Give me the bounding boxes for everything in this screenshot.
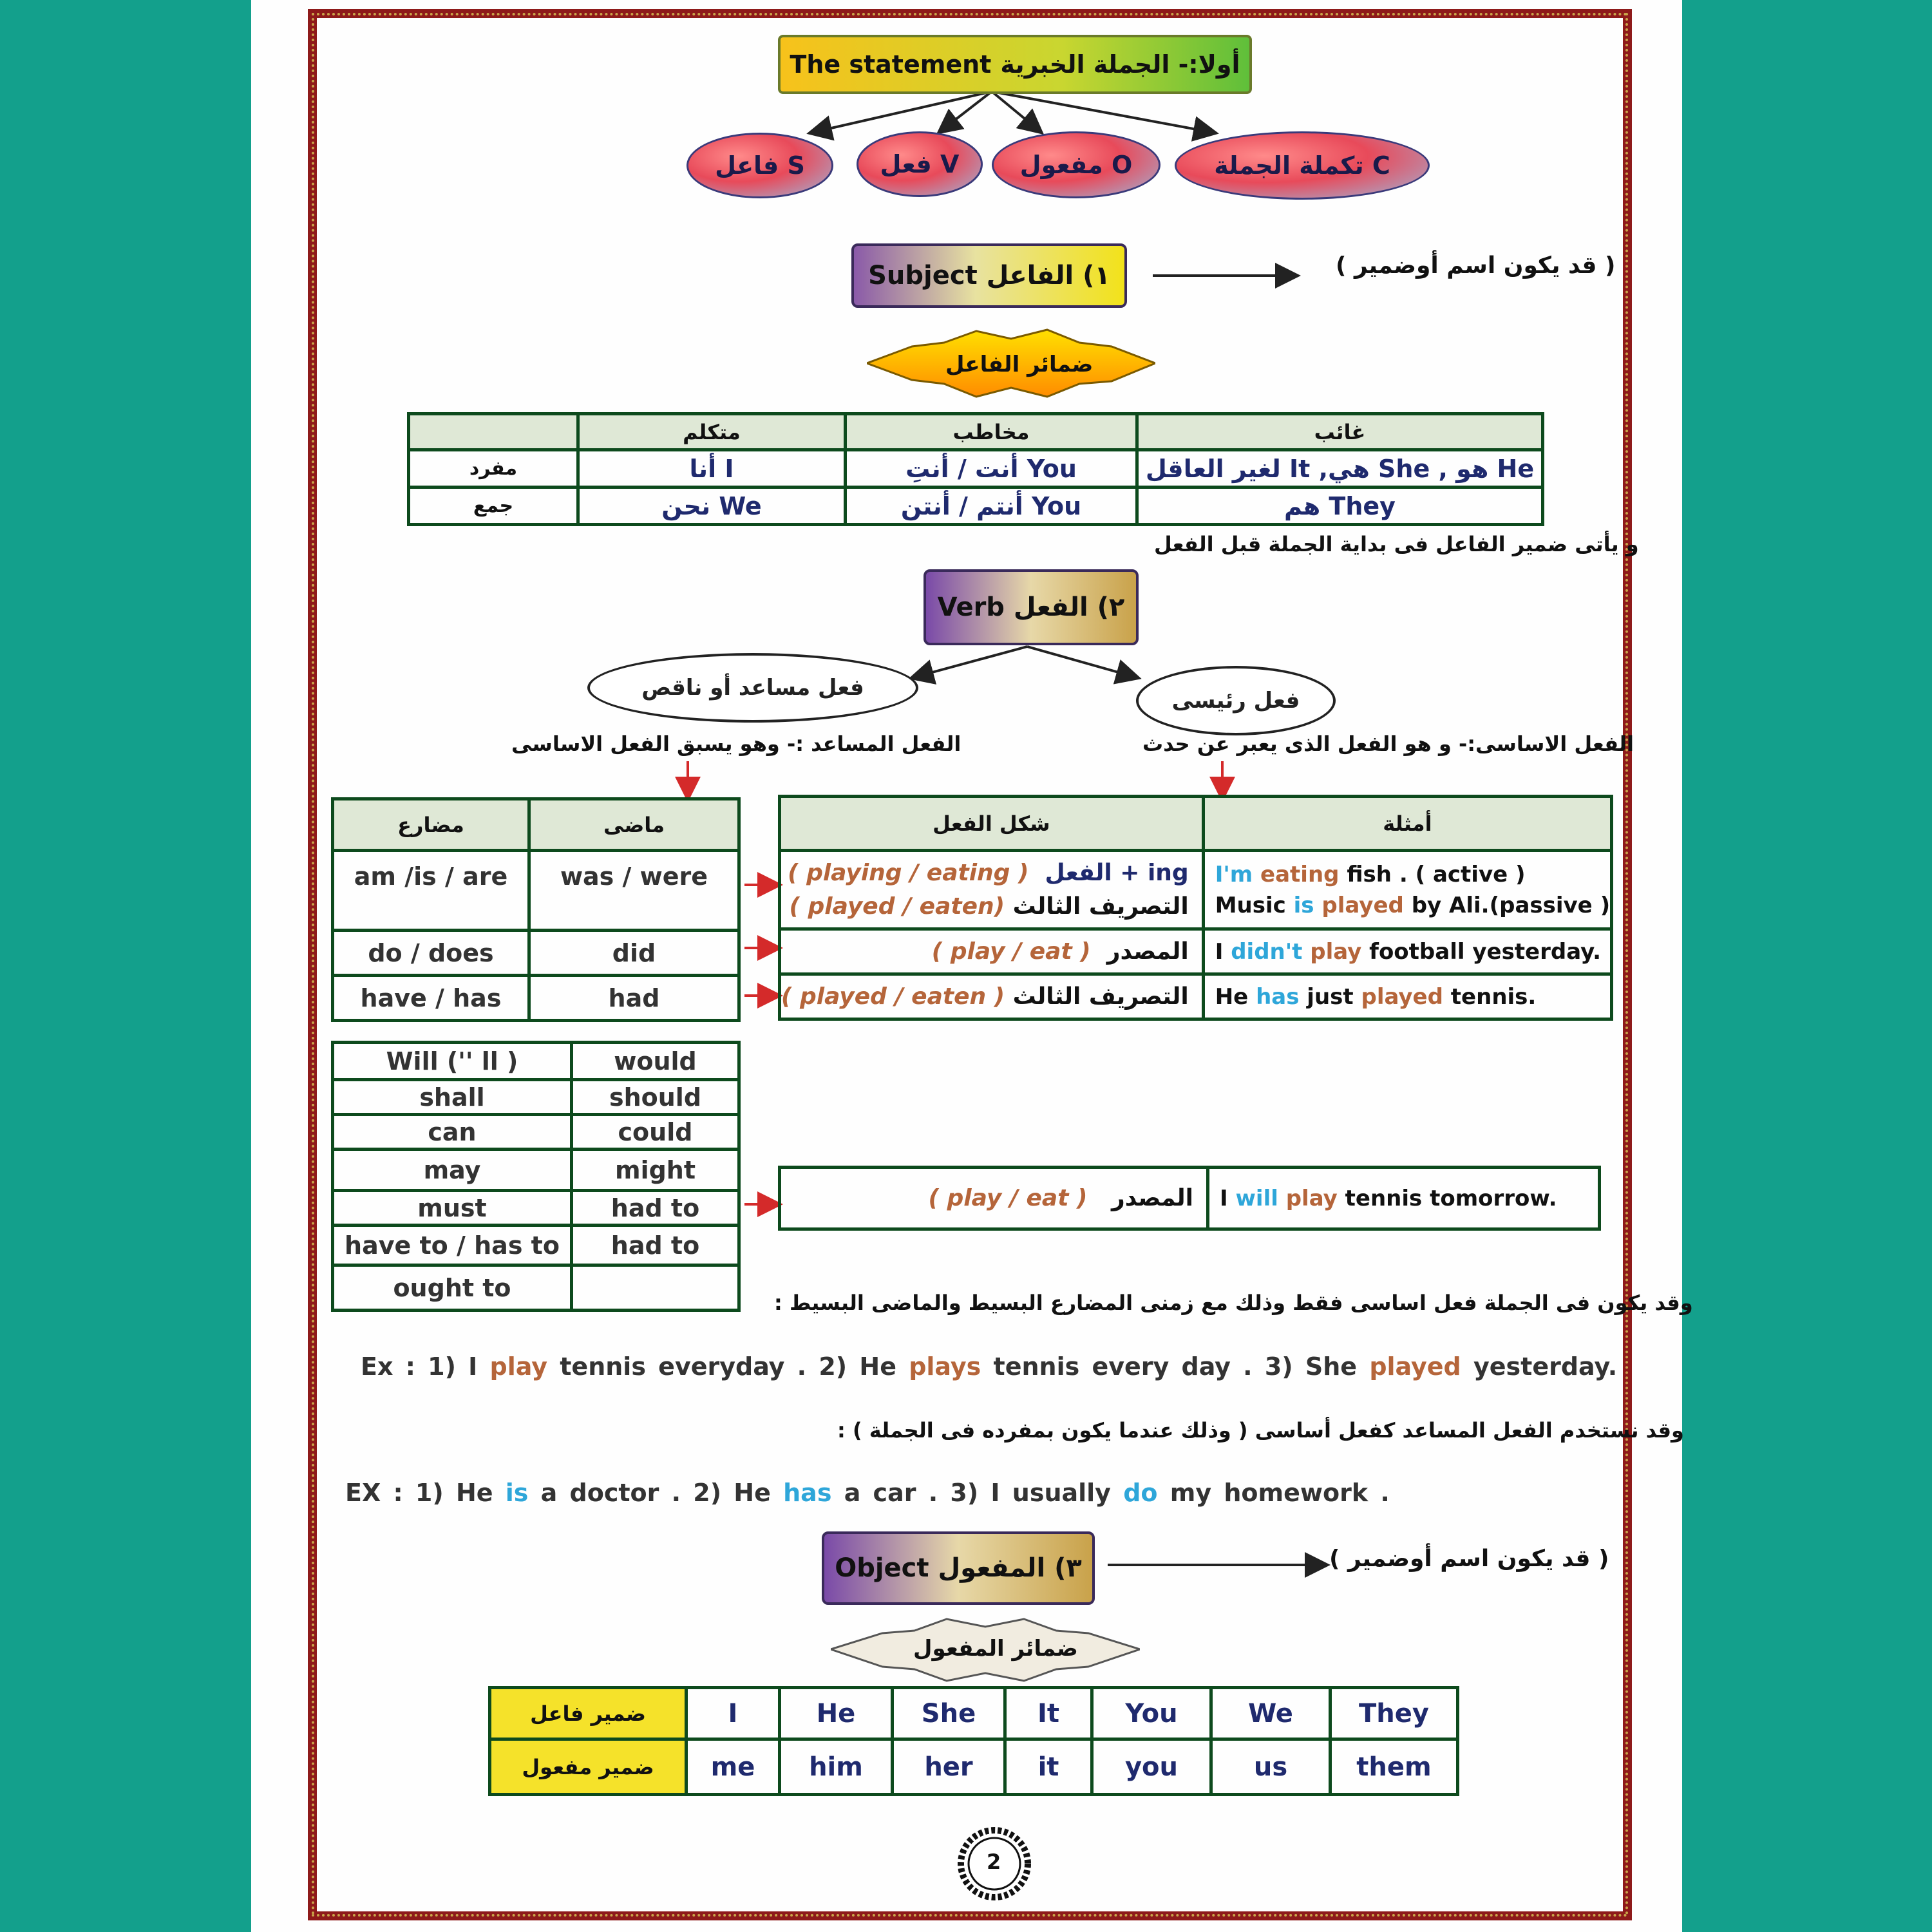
part-s-ar: فاعل xyxy=(715,151,779,180)
main-verb-definition: الفعل الاساسى:- و هو الفعل الذى يعبر عن حدث xyxy=(1142,732,1634,756)
forms-r1-examples xyxy=(1203,851,1611,929)
subject-pronouns-banner: ضمائر الفاعل xyxy=(945,352,1094,377)
part-c-letter: C xyxy=(1372,151,1390,180)
forms-r3-ex: ( played / eaten ) xyxy=(781,983,1005,1010)
modal-example-cell xyxy=(1208,1168,1600,1229)
obj-subj-5: We xyxy=(1211,1688,1331,1739)
ex1-e: tennis every day . 3) She xyxy=(993,1352,1358,1381)
pt-r2-type: جمع xyxy=(409,488,578,525)
verb-forms-table xyxy=(778,795,1613,1021)
title-box xyxy=(778,35,1252,94)
pt-r1-type: مفرد xyxy=(409,450,578,488)
pt-r2-second: You أنتم / أنتن xyxy=(846,488,1137,525)
forms-h-form: شكل الفعل xyxy=(780,797,1204,851)
part-oval-o xyxy=(992,131,1160,198)
ex-eating: eating xyxy=(1260,861,1340,887)
obj-subj-2: She xyxy=(893,1688,1005,1739)
forms-r1-b-ex: ( played / eaten) xyxy=(789,893,1005,920)
pt-r1-second: You أنت / أنتِ xyxy=(846,450,1137,488)
pt-r2-third: They هم xyxy=(1137,488,1543,525)
aux-r3-past: had xyxy=(529,976,739,1021)
aux-verb-oval: فعل مساعد أو ناقص xyxy=(587,653,918,723)
object-scroll xyxy=(822,1531,1095,1605)
part-oval-v xyxy=(857,131,983,197)
aux-verb-table xyxy=(331,797,741,1022)
part-o-letter: O xyxy=(1112,151,1133,179)
ex-played: played xyxy=(1321,892,1404,918)
modal-r5-b: had to xyxy=(572,1191,739,1226)
aux-h-past: ماضى xyxy=(529,799,739,851)
pt-h-empty xyxy=(409,414,578,450)
ex3-tennis: tennis. xyxy=(1450,983,1537,1010)
forms-r2-label: المصدر xyxy=(1106,938,1189,965)
part-oval-s xyxy=(687,133,833,198)
aux-r3-present: have / has xyxy=(333,976,529,1021)
forms-r2-form xyxy=(780,929,1204,974)
ex2-b: is xyxy=(505,1479,529,1507)
obj-obj-4: you xyxy=(1092,1739,1211,1795)
pt-h-first: متكلم xyxy=(578,414,846,450)
page-number: 2 xyxy=(987,1850,1001,1874)
part-oval-c xyxy=(1175,131,1430,200)
forms-r1-a-ex: ( playing / eating ) xyxy=(788,859,1029,886)
aux-h-present: مضارع xyxy=(333,799,529,851)
object-note: ( قد يكون اسم أوضمير ) xyxy=(1329,1546,1609,1572)
ex1-b: play xyxy=(489,1352,548,1381)
modal-r7-a: ought to xyxy=(333,1265,572,1311)
example-line-2 xyxy=(345,1479,1390,1507)
ex2-f: do xyxy=(1123,1479,1158,1507)
title-en: The statement xyxy=(790,50,992,79)
ex3-played: played xyxy=(1361,983,1443,1010)
pt-h-third: غائب xyxy=(1137,414,1543,450)
modal-r2-a: shall xyxy=(333,1080,572,1115)
ex2-d: has xyxy=(783,1479,832,1507)
ex1-g: yesterday. xyxy=(1473,1352,1618,1381)
object-label-en: Object xyxy=(835,1553,929,1583)
obj-row1-label: ضمير فاعل xyxy=(490,1688,687,1739)
forms-r1-a: الفعل + ing xyxy=(1045,859,1189,886)
aux-verb-definition: الفعل المساعد :- وهو يسبق الفعل الاساسى xyxy=(511,732,961,756)
forms-r1-b: التصريف الثالث xyxy=(1012,893,1189,920)
part-v-ar: فعل xyxy=(880,150,932,178)
ex-fish: fish . ( active ) xyxy=(1347,861,1526,887)
part-c-ar: تكملة الجملة xyxy=(1214,151,1364,180)
forms-r1-form xyxy=(780,851,1204,929)
object-pronouns-banner: ضمائر المفعول xyxy=(913,1636,1078,1662)
obj-obj-2: her xyxy=(893,1739,1005,1795)
modals-table xyxy=(331,1041,741,1312)
ex2-football: football yesterday. xyxy=(1369,938,1602,965)
modal-form-cell xyxy=(780,1168,1208,1229)
object-pronoun-table xyxy=(488,1686,1459,1796)
subject-label-ar: ١) الفاعل xyxy=(986,261,1110,290)
ex1-a: Ex : 1) I xyxy=(361,1352,478,1381)
modal-r5-a: must xyxy=(333,1191,572,1226)
aux-r2-past: did xyxy=(529,931,739,976)
obj-row2-label: ضمير مفعول xyxy=(490,1739,687,1795)
verb-label-ar: ٢) الفعل xyxy=(1013,592,1125,622)
ex3-has: has xyxy=(1256,983,1300,1010)
modal-r2-b: should xyxy=(572,1080,739,1115)
obj-obj-3: it xyxy=(1005,1739,1092,1795)
obj-obj-5: us xyxy=(1211,1739,1331,1795)
ex-im: I'm xyxy=(1215,861,1253,887)
forms-r3-label: التصريف الثالث xyxy=(1012,983,1189,1010)
subject-pronoun-table xyxy=(407,412,1544,526)
part-v-letter: V xyxy=(940,150,960,178)
subject-position-note: و يأتى ضمير الفاعل فى بداية الجملة قبل الفعل xyxy=(1154,532,1639,556)
mex-will: will xyxy=(1235,1185,1278,1211)
note-simple-tenses: وقد يكون فى الجملة فعل اساسى فقط وذلك مع زمنى المضارع البسيط والماضى البسيط : xyxy=(774,1291,1693,1315)
ex-is: is xyxy=(1293,892,1314,918)
obj-obj-1: him xyxy=(780,1739,893,1795)
verb-scroll xyxy=(923,569,1139,645)
obj-subj-6: They xyxy=(1331,1688,1458,1739)
note-aux-as-main: وقد نستخدم الفعل المساعد كفعل أساسى ( وذلك عندما يكون بمفرده فى الجملة ) : xyxy=(837,1418,1684,1443)
forms-r2-ex: ( play / eat ) xyxy=(931,938,1091,965)
forms-r3-form xyxy=(780,974,1204,1019)
pt-r1-third: He هو , She هي, It لغير العاقل xyxy=(1137,450,1543,488)
ex-music: Music xyxy=(1215,892,1286,918)
pt-r2-first: We نحن xyxy=(578,488,846,525)
modal-r4-b: might xyxy=(572,1150,739,1191)
object-label-ar: ٣) المفعول xyxy=(938,1553,1082,1583)
mex-i: I xyxy=(1220,1185,1228,1211)
obj-subj-0: I xyxy=(687,1688,780,1739)
ex2-didnt: didn't xyxy=(1231,938,1303,965)
obj-subj-4: You xyxy=(1092,1688,1211,1739)
mex-tennis: tennis tomorrow. xyxy=(1345,1185,1557,1211)
main-verb-oval: فعل رئيسى xyxy=(1136,666,1336,735)
modal-r6-a: have to / has to xyxy=(333,1226,572,1265)
pt-r1-first: I أنا xyxy=(578,450,846,488)
ex3-he: He xyxy=(1215,983,1249,1010)
subject-note: ( قد يكون اسم أوضمير ) xyxy=(1336,252,1616,279)
modal-r3-a: can xyxy=(333,1115,572,1150)
ex1-c: tennis everyday . 2) He xyxy=(560,1352,896,1381)
obj-obj-0: me xyxy=(687,1739,780,1795)
forms-r2-examples xyxy=(1203,929,1611,974)
ex2-g: my homework . xyxy=(1170,1479,1390,1507)
ex2-e: a car . 3) I usually xyxy=(844,1479,1111,1507)
ex2-a: EX : 1) He xyxy=(345,1479,493,1507)
aux-r2-present: do / does xyxy=(333,931,529,976)
ex2-c: a doctor . 2) He xyxy=(540,1479,771,1507)
ex1-d: plays xyxy=(909,1352,981,1381)
modal-r3-b: could xyxy=(572,1115,739,1150)
modal-form-label: المصدر xyxy=(1112,1185,1193,1211)
subject-label-en: Subject xyxy=(868,261,978,290)
subject-scroll xyxy=(851,243,1127,308)
modal-form-table xyxy=(778,1166,1601,1231)
verb-label-en: Verb xyxy=(937,592,1005,622)
modal-r4-a: may xyxy=(333,1150,572,1191)
modal-r1-b: would xyxy=(572,1043,739,1080)
pt-h-second: مخاطب xyxy=(846,414,1137,450)
ex3-just: just xyxy=(1307,983,1354,1010)
modal-r1-a: Will ('' ll ) xyxy=(333,1043,572,1080)
ex2-play: play xyxy=(1310,938,1362,965)
part-o-ar: مفعول xyxy=(1019,151,1103,179)
ex-by-ali: by Ali.(passive ) xyxy=(1411,892,1611,918)
aux-r1-present: am /is / are xyxy=(333,851,529,931)
modal-form-ex: ( play / eat ) xyxy=(928,1185,1088,1211)
forms-h-examples: أمثلة xyxy=(1203,797,1611,851)
example-line-1 xyxy=(361,1352,1617,1381)
obj-subj-3: It xyxy=(1005,1688,1092,1739)
part-s-letter: S xyxy=(787,151,805,180)
ex1-f: played xyxy=(1369,1352,1461,1381)
title-ar: أولا:- الجملة الخبرية xyxy=(1000,50,1240,79)
mex-play: play xyxy=(1285,1185,1338,1211)
forms-r3-examples xyxy=(1203,974,1611,1019)
ex2-i: I xyxy=(1215,938,1224,965)
obj-subj-1: He xyxy=(780,1688,893,1739)
modal-r6-b: had to xyxy=(572,1226,739,1265)
obj-obj-6: them xyxy=(1331,1739,1458,1795)
aux-r1-past: was / were xyxy=(529,851,739,931)
modal-r7-b xyxy=(572,1265,739,1311)
